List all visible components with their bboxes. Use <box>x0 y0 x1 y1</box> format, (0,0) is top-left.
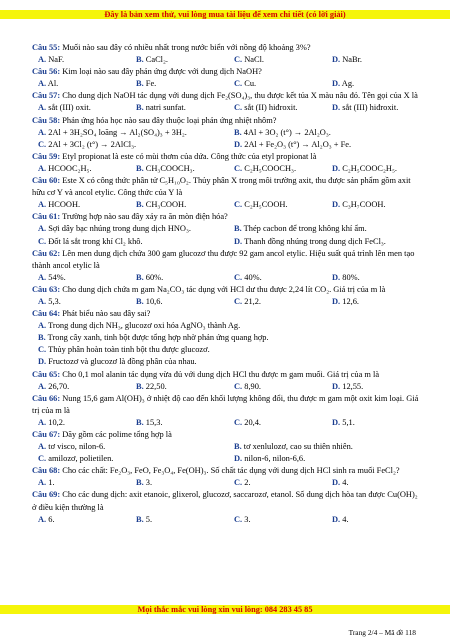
option-text: Trong dung dịch NH₃, glucozơ oxi hóa AgNO₃ thành Ag. <box>48 321 241 331</box>
answer-option <box>326 102 424 114</box>
question-block <box>32 465 424 489</box>
answer-option <box>228 127 424 139</box>
option-letter: B. <box>136 163 144 173</box>
option-text: 10,6. <box>145 296 163 306</box>
option-letter: A. <box>38 417 47 427</box>
option-text: amilozơ, polietilen. <box>48 454 114 464</box>
option-letter: B. <box>136 478 144 488</box>
options-row <box>32 296 424 308</box>
contact-banner-text: Mọi thắc mắc vui lòng xin vui lòng: 084 283 45 85 <box>137 605 313 614</box>
answer-option <box>228 102 326 114</box>
options-row <box>32 441 424 453</box>
answer-option <box>32 139 228 151</box>
option-letter: A. <box>38 272 47 282</box>
option-text: 1. <box>48 478 55 488</box>
answer-option <box>228 417 326 429</box>
answer-option <box>228 381 326 393</box>
option-text: 4. <box>342 514 349 524</box>
option-text: 21,2. <box>244 296 261 306</box>
question-stem <box>32 151 424 163</box>
option-letter: C. <box>38 139 47 149</box>
answer-option <box>326 199 424 211</box>
answer-option <box>326 163 424 175</box>
question-number: Câu 65: <box>32 369 61 379</box>
options-row <box>32 139 424 151</box>
option-text: 12,6. <box>342 296 359 306</box>
option-letter: B. <box>136 103 144 113</box>
question-text: Lên men dung dịch chứa 300 gam glucozơ thu được 92 gam ancol etylic. Hiệu suất quá trình lên men tạo thành ancol etylic là <box>32 248 415 270</box>
question-stem <box>32 248 424 272</box>
answer-option <box>130 272 228 284</box>
question-number: Câu 56: <box>32 67 61 77</box>
question-number: Câu 61: <box>32 212 61 222</box>
options-row <box>32 102 424 114</box>
question-text: Cho dung dịch NaOH tác dụng với dung dịch Fe₂(SO₄)₃, thu được kết tủa X màu nâu đỏ. Tên gọi của X là <box>60 91 418 101</box>
option-letter: A. <box>38 442 47 452</box>
answer-option <box>228 477 326 489</box>
answer-option <box>326 54 424 66</box>
answer-option <box>228 223 424 235</box>
answer-option <box>228 296 326 308</box>
answer-option <box>130 78 228 90</box>
options-row <box>32 272 424 284</box>
options-row <box>32 344 424 356</box>
option-text: C₂H₅COOCH₃. <box>244 163 297 173</box>
question-stem <box>32 175 424 199</box>
question-text: Phản ứng hóa học nào sau đây thuộc loại phản ứng nhiệt nhôm? <box>60 115 277 125</box>
option-letter: A. <box>38 103 47 113</box>
question-number: Câu 68: <box>32 466 61 476</box>
answer-option <box>32 344 210 356</box>
option-text: nilon-6, nilon-6,6. <box>244 454 306 464</box>
question-block <box>32 284 424 308</box>
option-letter: C. <box>234 417 243 427</box>
option-text: Cu. <box>244 79 257 89</box>
option-letter: C. <box>234 296 243 306</box>
option-text: C₃H₇COOH. <box>342 200 386 210</box>
answer-option <box>32 417 130 429</box>
option-letter: D. <box>234 139 243 149</box>
answer-option <box>32 163 130 175</box>
option-text: sắt (III) hiđroxit. <box>342 103 399 113</box>
option-letter: D. <box>332 103 341 113</box>
option-text: Đốt lá sắt trong khí Cl₂ khô. <box>48 236 143 246</box>
answer-option <box>130 163 228 175</box>
answer-option <box>32 296 130 308</box>
options-row <box>32 381 424 393</box>
answer-option <box>32 514 130 526</box>
option-letter: B. <box>136 79 144 89</box>
question-stem <box>32 90 424 102</box>
question-number: Câu 64: <box>32 309 61 319</box>
option-letter: C. <box>234 163 243 173</box>
answer-option <box>32 127 228 139</box>
option-letter: B. <box>136 272 144 282</box>
option-letter: D. <box>332 272 341 282</box>
option-text: 4Al + 3O₂ (t°) → 2Al₂O₃. <box>243 127 331 137</box>
option-text: 2. <box>244 478 251 488</box>
options-row <box>32 477 424 489</box>
question-list <box>32 42 424 526</box>
question-text: Este X có công thức phân tử C₅H₁₀O₂. Thủy phân X trong môi trường axit, thu được sản phẩm gồm axit hữu cơ Y và ancol etylic. Công thức của Y là <box>32 176 411 198</box>
answer-option <box>326 514 424 526</box>
question-number: Câu 57: <box>32 91 61 101</box>
answer-option <box>32 54 130 66</box>
contact-banner <box>0 605 450 614</box>
option-text: 5,1. <box>342 417 355 427</box>
answer-option <box>228 453 424 465</box>
answer-option <box>228 514 326 526</box>
answer-option <box>32 78 130 90</box>
option-letter: C. <box>234 514 243 524</box>
options-row <box>32 236 424 248</box>
answer-option <box>32 272 130 284</box>
option-text: CH₃COOH. <box>145 200 187 210</box>
option-letter: A. <box>38 381 47 391</box>
question-stem <box>32 465 424 477</box>
question-block <box>32 115 424 151</box>
option-text: 4. <box>342 478 349 488</box>
question-text: Dãy gồm các polime tổng hợp là <box>60 430 172 439</box>
answer-option <box>228 272 326 284</box>
option-letter: B. <box>136 381 144 391</box>
option-letter: D. <box>332 163 341 173</box>
answer-option <box>32 199 130 211</box>
option-letter: B. <box>136 55 144 65</box>
option-text: Thủy phân hoàn toàn tinh bột thu được glucozơ. <box>48 345 210 355</box>
question-block <box>32 42 424 66</box>
option-text: 3. <box>145 478 153 488</box>
option-letter: D. <box>332 478 341 488</box>
option-text: sắt (II) hiđroxit. <box>244 103 298 113</box>
page-footer: Trang 2/4 – Mã đề 118 <box>348 628 416 637</box>
question-block <box>32 66 424 90</box>
answer-option <box>326 296 424 308</box>
question-block <box>32 90 424 114</box>
options-row <box>32 54 424 66</box>
option-text: 40%. <box>244 272 262 282</box>
answer-option <box>32 441 228 453</box>
question-text: Cho các chất: Fe₂O₃, FeO, Fe₃O₄, Fe(OH)₃. Số chất tác dụng với dung dịch HCl sinh ra muối FeCl₂? <box>60 466 400 476</box>
option-letter: B. <box>136 417 144 427</box>
question-number: Câu 69: <box>32 490 61 500</box>
answer-option <box>326 381 424 393</box>
option-text: 22,50. <box>145 381 167 391</box>
question-block <box>32 175 424 211</box>
question-block <box>32 429 424 465</box>
answer-option <box>326 272 424 284</box>
options-row <box>32 332 424 344</box>
option-text: C₂H₅COOH. <box>244 200 288 210</box>
preview-banner-text: Đây là bản xem thử, vui lòng mua tài liệu để xem chi tiết (có lời giải) <box>104 10 346 19</box>
preview-banner <box>0 10 450 19</box>
question-text: Phát biểu nào sau đây sai? <box>60 309 151 319</box>
options-row <box>32 127 424 139</box>
option-text: 5. <box>145 514 153 524</box>
option-letter: C. <box>38 236 47 246</box>
answer-option <box>228 163 326 175</box>
question-block <box>32 151 424 175</box>
options-row <box>32 78 424 90</box>
options-row <box>32 514 424 526</box>
question-stem <box>32 66 424 78</box>
option-text: sắt (III) oxit. <box>48 103 91 113</box>
option-letter: D. <box>38 357 47 367</box>
options-row <box>32 199 424 211</box>
answer-option <box>32 236 228 248</box>
option-letter: B. <box>234 442 242 452</box>
option-text: NaF. <box>48 55 65 65</box>
answer-option <box>326 78 424 90</box>
answer-option <box>326 417 424 429</box>
question-number: Câu 58: <box>32 115 61 125</box>
option-text: 2Al + 3H₂SO₄ loãng → Al₂(SO₄)₃ + 3H₂. <box>48 127 187 137</box>
option-text: tơ xenlulozơ, cao su thiên nhiên. <box>243 442 353 452</box>
option-text: HCOOH. <box>48 200 81 210</box>
option-letter: A. <box>38 200 47 210</box>
option-text: 8,90. <box>244 381 261 391</box>
option-letter: D. <box>332 514 341 524</box>
option-text: 3. <box>244 514 251 524</box>
option-letter: D. <box>332 55 341 65</box>
option-letter: B. <box>234 127 242 137</box>
question-number: Câu 63: <box>32 284 61 294</box>
option-text: NaCl. <box>244 55 265 65</box>
option-text: 6. <box>48 514 55 524</box>
option-text: Thanh đồng nhúng trong dung dịch FeCl₃. <box>244 236 386 246</box>
option-letter: A. <box>38 478 47 488</box>
options-row <box>32 320 424 332</box>
question-stem <box>32 429 424 441</box>
option-text: 26,70. <box>48 381 70 391</box>
option-text: 2Al + 3Cl₂ (t°) → 2AlCl₃. <box>48 139 137 149</box>
option-letter: C. <box>234 200 243 210</box>
option-letter: A. <box>38 514 47 524</box>
answer-option <box>130 381 228 393</box>
option-letter: A. <box>38 321 47 331</box>
answer-option <box>326 477 424 489</box>
answer-option <box>32 381 130 393</box>
option-letter: C. <box>234 55 243 65</box>
option-letter: B. <box>136 200 144 210</box>
question-block <box>32 393 424 429</box>
option-text: CaCl₂. <box>145 55 169 65</box>
question-block <box>32 369 424 393</box>
option-text: 12,55. <box>342 381 364 391</box>
option-letter: D. <box>234 236 243 246</box>
option-text: Fructozơ và glucozơ là đồng phân của nhau. <box>48 357 197 367</box>
answer-option <box>32 332 269 344</box>
answer-option <box>32 102 130 114</box>
question-number: Câu 67: <box>32 430 61 439</box>
question-stem <box>32 489 424 513</box>
option-letter: D. <box>234 454 243 464</box>
option-letter: C. <box>234 381 243 391</box>
option-text: Trong cây xanh, tinh bột được tổng hợp nhờ phản ứng quang hợp. <box>47 333 269 343</box>
option-text: natri sunfat. <box>145 103 186 113</box>
question-number: Câu 59: <box>32 151 61 161</box>
question-text: Cho dung dịch chứa m gam Na₂CO₃ tác dụng với HCl dư thu được 2,24 lít CO₂. Giá trị của m là <box>60 284 386 294</box>
option-text: Ag. <box>341 79 355 89</box>
question-text: Muối nào sau đây có nhiều nhất trong nước biển với nồng độ khoảng 3%? <box>60 43 311 52</box>
option-text: 2Al + Fe₂O₃ (t°) → Al₂O₃ + Fe. <box>244 139 352 149</box>
option-text: Sợi dây bạc nhúng trong dung dịch HNO₃. <box>48 224 191 234</box>
option-letter: A. <box>38 79 47 89</box>
answer-option <box>32 223 228 235</box>
answer-option <box>130 417 228 429</box>
answer-option <box>130 296 228 308</box>
option-letter: A. <box>38 55 47 65</box>
options-row <box>32 163 424 175</box>
question-text: Kim loại nào sau đây phản ứng được với dung dịch NaOH? <box>60 67 262 77</box>
answer-option <box>228 139 424 151</box>
option-letter: C. <box>234 478 243 488</box>
answer-option <box>228 78 326 90</box>
question-stem <box>32 393 424 417</box>
question-number: Câu 60: <box>32 176 61 186</box>
option-letter: C. <box>234 79 243 89</box>
question-text: Etyl propionat là este có mùi thơm của dứa. Công thức của etyl propionat là <box>60 151 317 161</box>
question-number: Câu 66: <box>32 393 61 403</box>
option-text: Fe. <box>145 79 157 89</box>
options-row <box>32 356 424 368</box>
answer-option <box>130 514 228 526</box>
option-letter: C. <box>38 454 47 464</box>
option-text: C₂H₅COOC₂H₅. <box>342 163 397 173</box>
answer-option <box>228 54 326 66</box>
option-letter: D. <box>332 417 341 427</box>
answer-option <box>32 453 228 465</box>
question-text: Cho các dung dịch: axit etanoic, glixerol, glucozơ, saccarozơ, etanol. Số dung dịch hòa tan được Cu(OH)₂ ở điều kiện thường là <box>32 490 418 512</box>
option-letter: C. <box>234 103 243 113</box>
option-letter: B. <box>136 296 144 306</box>
option-letter: C. <box>234 272 243 282</box>
answer-option <box>130 199 228 211</box>
option-text: HCOOC₂H₅. <box>48 163 92 173</box>
option-letter: B. <box>38 333 46 343</box>
question-text: Trường hợp nào sau đây xảy ra ăn mòn điện hóa? <box>60 212 228 222</box>
option-text: 80%. <box>342 272 360 282</box>
option-letter: A. <box>38 127 47 137</box>
answer-option <box>130 102 228 114</box>
options-row <box>32 223 424 235</box>
question-stem <box>32 308 424 320</box>
option-letter: D. <box>332 200 341 210</box>
option-text: NaBr. <box>342 55 363 65</box>
answer-option <box>32 477 130 489</box>
question-stem <box>32 42 424 54</box>
question-number: Câu 55: <box>32 43 61 52</box>
question-text: Nung 15,6 gam Al(OH)₃ ở nhiệt độ cao đến khối lượng không đổi, thu được m gam một oxit kim loại. Giá trị của m là <box>32 393 419 415</box>
question-stem <box>32 369 424 381</box>
options-row <box>32 417 424 429</box>
question-stem <box>32 115 424 127</box>
options-row <box>32 453 424 465</box>
answer-option <box>130 54 228 66</box>
option-text: 15,3. <box>145 417 163 427</box>
option-text: 54%. <box>48 272 66 282</box>
question-text: Cho 0,1 mol alanin tác dụng vừa đủ với dung dịch HCl thu được m gam muối. Giá trị của m là <box>60 369 380 379</box>
question-block <box>32 308 424 368</box>
option-letter: B. <box>136 514 144 524</box>
answer-option <box>228 199 326 211</box>
question-block <box>32 489 424 525</box>
question-number: Câu 62: <box>32 248 61 258</box>
option-letter: D. <box>332 381 341 391</box>
option-text: 5,3. <box>48 296 61 306</box>
option-text: 20,4. <box>244 417 261 427</box>
option-text: 10,2. <box>48 417 65 427</box>
option-text: CH₃COOCH₃. <box>145 163 195 173</box>
option-letter: D. <box>332 296 341 306</box>
answer-option <box>32 320 240 332</box>
option-letter: C. <box>38 345 47 355</box>
option-letter: D. <box>332 79 341 89</box>
question-stem <box>32 211 424 223</box>
option-letter: B. <box>234 224 242 234</box>
answer-option <box>228 441 424 453</box>
question-block <box>32 248 424 284</box>
option-letter: A. <box>38 163 47 173</box>
question-block <box>32 211 424 247</box>
option-letter: A. <box>38 224 47 234</box>
answer-option <box>130 477 228 489</box>
option-text: 60%. <box>145 272 164 282</box>
option-text: Al. <box>47 79 59 89</box>
question-stem <box>32 284 424 296</box>
option-text: tơ visco, nilon-6. <box>48 442 106 452</box>
answer-option <box>228 236 424 248</box>
answer-option <box>32 356 197 368</box>
option-letter: A. <box>38 296 47 306</box>
option-text: Thép cacbon để trong không khí ẩm. <box>243 224 367 234</box>
